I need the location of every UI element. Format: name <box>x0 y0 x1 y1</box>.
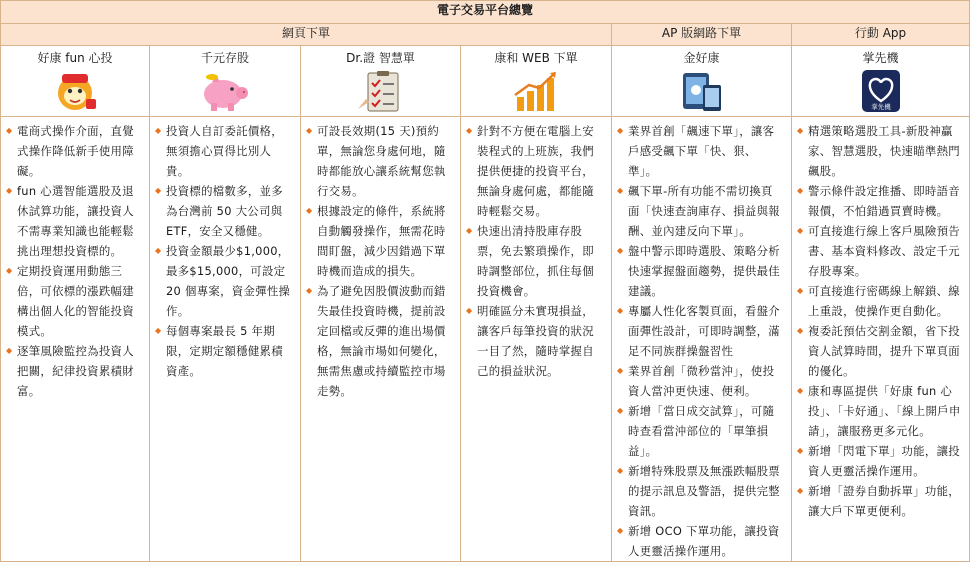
feature-item: ◆ 專屬人性化客製頁面，看盤介面彈性設計，可即時調整，滿足不同族群操盤習性 <box>618 301 783 361</box>
feature-item: ◆ 逐筆風險監控為投資人把關，紀律投資累積財富。 <box>7 341 141 401</box>
feature-item: ◆ 新增「當日成交試算」，可隨時查看當沖部位的「單筆損益」。 <box>618 401 783 461</box>
growth-bars-icon <box>509 69 563 113</box>
product-cell-dr-smart-order <box>301 46 461 117</box>
group-header-web-order: 網頁下單 <box>1 24 612 46</box>
product-name: 好康 fun 心投 <box>37 51 113 65</box>
feature-list-dr-smart-order <box>301 117 461 562</box>
mascot-icon <box>48 69 102 113</box>
feature-item: ◆ 投資標的檔數多，並多為台灣前 50 大公司與 ETF，安全又穩健。 <box>156 181 292 241</box>
piggy-bank-icon <box>198 69 252 113</box>
feature-item: ◆ 複委託預估交割金額，省下投資人試算時間，提升下單頁面的優化。 <box>798 321 961 381</box>
product-name: 千元存股 <box>200 51 249 65</box>
feature-item: ◆ 明確區分未實現損益，讓客戶每筆投資的狀況一目了然，隨時掌握自己的損益狀況。 <box>467 301 603 381</box>
product-cell-thousand-stock <box>150 46 301 117</box>
feature-item: ◆ 飆下單-所有功能不需切換頁面「快速查詢庫存、損益與報酬、並內建反向下單」。 <box>618 181 783 241</box>
feature-list-fun-invest <box>1 117 150 562</box>
group-header-ap-order: AP 版網路下單 <box>612 24 792 46</box>
feature-item: ◆ 精選策略選股工具-新股神贏家、智慧選股，快速瞄準熱門飆股。 <box>798 121 961 181</box>
feature-item: ◆ 業界首創「飆速下單」，讓客戶感受飆下單「快、狠、準」。 <box>618 121 783 181</box>
feature-item: ◆ fun 心選智能選股及退休試算功能，讓投資人不需專業知識也能輕鬆挑出理想投資標的。 <box>7 181 141 261</box>
feature-item: ◆ 新增「證券自動拆單」功能，讓大戶下單更便利。 <box>798 481 961 521</box>
feature-item: ◆ 可設長效期(15 天)預約單，無論您身處何地，隨時都能放心讓系統幫您執行交易。 <box>307 121 452 201</box>
product-name: 康和 WEB 下單 <box>494 51 578 65</box>
checklist-clipboard-icon <box>354 69 408 113</box>
feature-item: ◆ 投資金額最少$1,000，最多$15,000，可設定 20 個專案，資金彈性操作。 <box>156 241 292 321</box>
feature-item: ◆ 新增特殊股票及無漲跌幅股票的提示訊息及警語，提供完整資訊。 <box>618 461 783 521</box>
feature-item: ◆ 新增「閃電下單」功能，讓投資人更靈活操作運用。 <box>798 441 961 481</box>
feature-item: ◆ 業界首創「微秒當沖」，使投資人當沖更快速、便利。 <box>618 361 783 401</box>
feature-item: ◆ 針對不方便在電腦上安裝程式的上班族，我們提供便捷的投資平台，無論身處何處，都能隨時輕鬆交易。 <box>467 121 603 221</box>
feature-list-kanghe-web <box>461 117 612 562</box>
feature-item: ◆ 警示條件設定推播、即時語音報價，不怕錯過買賣時機。 <box>798 181 961 221</box>
feature-item: ◆ 快速出清持股庫存股票，免去繁瑣操作，即時調整部位，抓住每個投資機會。 <box>467 221 603 301</box>
devices-icon <box>675 69 729 113</box>
product-cell-golden-deal <box>612 46 792 117</box>
group-header-mobile-app: 行動 App <box>792 24 970 46</box>
feature-item: ◆ 可直接進行密碼線上解鎖、線上重設，使操作更自動化。 <box>798 281 961 321</box>
app-icon-label: 掌先機 <box>870 103 891 111</box>
feature-item: ◆ 根據設定的條件，系統將自動觸發操作，無需花時間盯盤，減少因錯過下單時機而造成的損失。 <box>307 201 452 281</box>
feature-item: ◆ 定期投資運用動態三倍，可依標的漲跌幅建構出個人化的智能投資模式。 <box>7 261 141 341</box>
feature-item: ◆ 可直接進行線上客戶風險預告書、基本資料修改、設定千元存股專案。 <box>798 221 961 281</box>
product-cell-zhang-xian-ji <box>792 46 970 117</box>
product-name: Dr.證 智慧單 <box>346 51 415 65</box>
product-cell-kanghe-web <box>461 46 612 117</box>
feature-item: ◆ 康和專區提供「好康 fun 心投」、「卡好通」、「線上開戶申請」，讓服務更多元化。 <box>798 381 961 441</box>
feature-item: ◆ 盤中警示即時選股、策略分析快速掌握盤面趨勢，提供最佳建議。 <box>618 241 783 301</box>
feature-item: ◆ 為了避免因股價波動而錯失最佳投資時機，提前設定回檔或反彈的進出場價格，無論市場如何變化，無需焦慮或持續監控市場走勢。 <box>307 281 452 401</box>
feature-list-zhang-xian-ji <box>792 117 970 562</box>
feature-list-golden-deal <box>612 117 792 562</box>
feature-item: ◆ 電商式操作介面，直覺式操作降低新手使用障礙。 <box>7 121 141 181</box>
heart-app-icon <box>854 69 908 113</box>
table-title: 電子交易平台總覽 <box>1 1 970 24</box>
feature-item: ◆ 每個專案最長 5 年期限，定期定額穩健累積資產。 <box>156 321 292 381</box>
feature-item: ◆ 新增 OCO 下單功能，讓投資人更靈活操作運用。 <box>618 521 783 561</box>
feature-item: ◆ 投資人自訂委託價格，無須擔心買得比別人貴。 <box>156 121 292 181</box>
product-cell-fun-invest <box>1 46 150 117</box>
feature-list-thousand-stock <box>150 117 301 562</box>
product-name: 金好康 <box>683 51 720 65</box>
product-name: 掌先機 <box>862 51 899 65</box>
